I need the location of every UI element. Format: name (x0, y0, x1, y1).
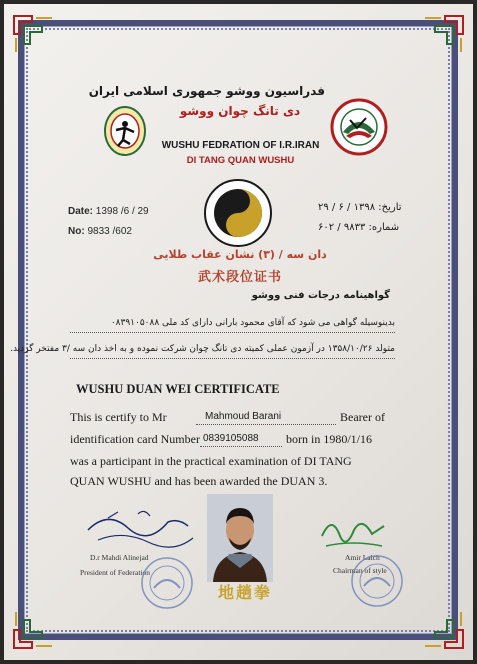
chairman-signature-icon (312, 506, 392, 556)
en-line2-suffix: born in 1980/1/16 (286, 432, 372, 446)
president-title: President of Federation (80, 568, 150, 577)
date-value: 1398 /6 / 29 (95, 206, 149, 217)
certificate-title-en: WUSHU DUAN WEI CERTIFICATE (76, 382, 280, 396)
holder-photo (207, 494, 273, 582)
number-value: 9833 /602 (87, 226, 132, 237)
duan-seal-icon (203, 178, 273, 248)
di-tang-logo-icon (104, 106, 146, 156)
en-line1-suffix: Bearer of (340, 410, 385, 424)
corner-ornament-icon (12, 610, 56, 650)
chairman-title: Chairman of style (333, 566, 387, 575)
dotted-rule (200, 446, 282, 447)
header-fa-line1: فدراسیون ووشو جمهوری اسلامی ایران (88, 84, 325, 98)
date-fa: تاریخ: ۱۳۹۸ / ۶ / ۲۹ (318, 202, 402, 213)
date-field (68, 206, 149, 217)
fa-body-line2: متولد ۱۳۵۸/۱۰/۲۶ در آزمون عملی کمیته دی تانگ چوان شرکت نموده و به اخذ دان سه /۳ مفتخر گردید. (10, 344, 395, 354)
date-label: Date: (68, 206, 94, 217)
corner-ornament-icon (421, 14, 465, 54)
chairman-name: Amir Lalch (345, 553, 380, 562)
holder-name: Mahmoud Barani (205, 411, 282, 422)
wushu-federation-logo-icon (330, 98, 388, 156)
president-name: D.r Mahdi Alinejad (90, 553, 149, 562)
en-line3: was a participant in the practical examination of DI TANG (70, 454, 352, 468)
federation-seal-icon (140, 556, 194, 610)
style-stamp: 地趟拳 (217, 583, 272, 602)
dotted-rule (70, 332, 395, 333)
id-number: 0839105088 (203, 433, 259, 444)
header-en-line2: DI TANG QUAN WUSHU (186, 155, 295, 166)
en-line1-prefix: This is certify to Mr (70, 410, 167, 424)
number-label: No: (68, 226, 85, 237)
corner-ornament-icon (12, 14, 56, 54)
dotted-rule (70, 358, 395, 359)
header-en-line1: WUSHU FEDRATION OF I.R.IRAN (161, 140, 320, 151)
en-line4: QUAN WUSHU and has been awarded the DUAN 3. (70, 474, 328, 488)
corner-ornament-icon (421, 610, 465, 650)
en-line2-prefix: identification card Number (70, 432, 200, 446)
rank-title-fa: دان سه / (۳) نشان عقاب طلایی (153, 248, 327, 261)
dotted-rule (196, 424, 336, 425)
fa-body-line1: بدینوسیله گواهی می شود که آقای محمود بارانی دارای کد ملی ۰۸۳۹۱۰۵۰۸۸ (110, 318, 395, 328)
committee-seal-icon (350, 554, 404, 608)
number-field (68, 226, 132, 237)
president-signature-icon (78, 500, 198, 555)
rank-title-cn: 武术段位证书 (197, 270, 282, 285)
number-fa: شماره: ۹۸۳۳ / ۶۰۲ (318, 222, 400, 233)
certificate-title-fa: گواهینامه درجات فنی ووشو (251, 290, 390, 301)
header-fa-line2: دی تانگ چوان ووشو (179, 104, 301, 118)
